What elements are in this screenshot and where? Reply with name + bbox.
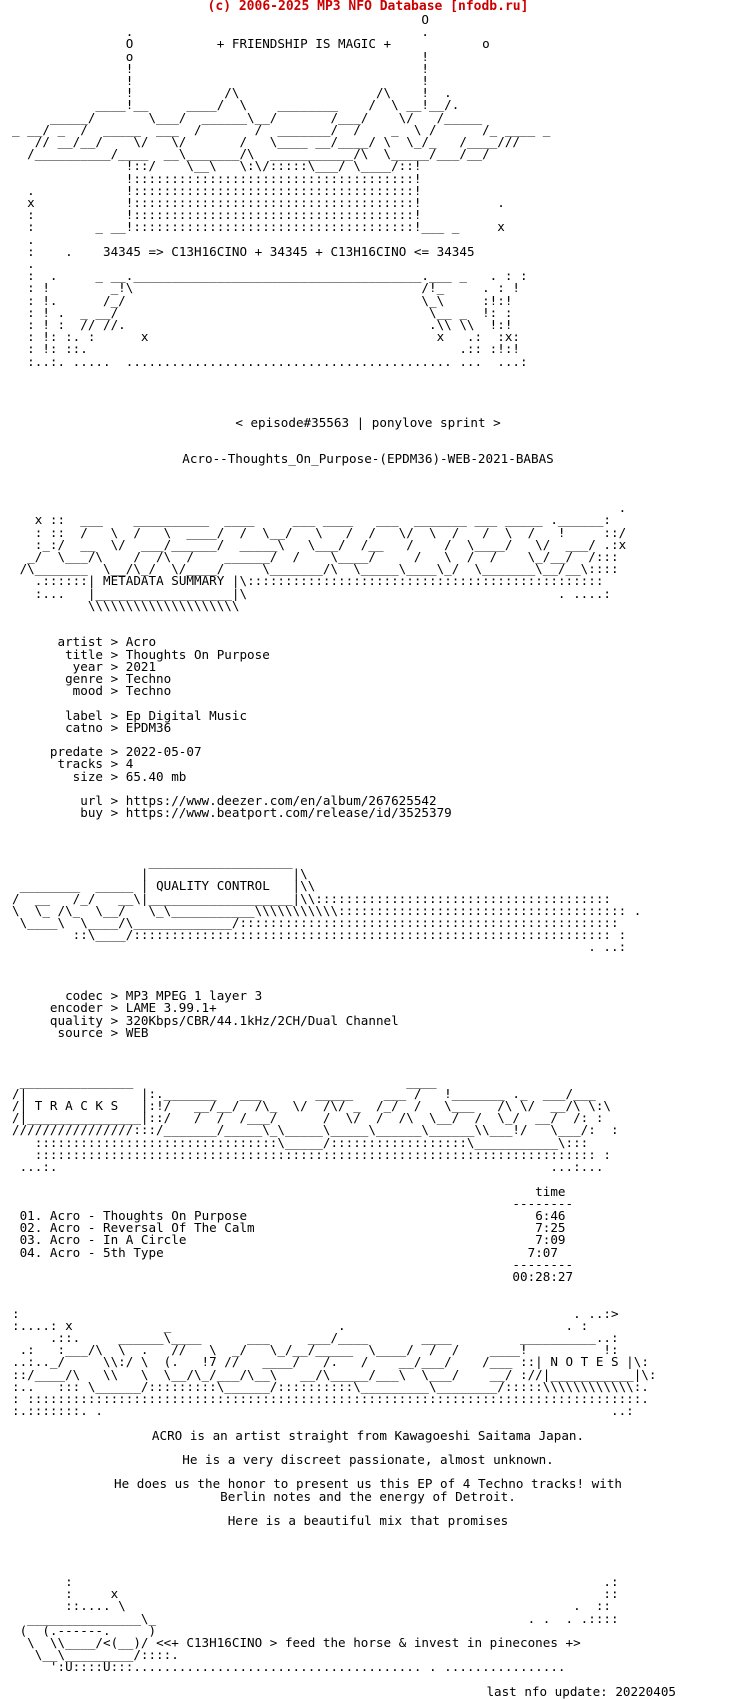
- footer-slogan: <<+ C13H16CINO > feed the horse & invest in pinecones +>: [156, 1635, 581, 1651]
- track-row: 02. Acro - Reversal Of The Calm 7:25: [19, 1220, 566, 1236]
- quality-rows: codec > MP3 MPEG 1 layer 3 encoder > LAME 3.99.1+ quality > 320Kbps/CBR/44.1kHz/2CH/Dual Channel source > WEB: [12, 988, 399, 1040]
- episode-line: < episode#35563 | ponylove sprint >: [235, 414, 501, 430]
- banner-tagline: + FRIENDSHIP IS MAGIC +: [216, 36, 392, 52]
- nfo-document: [0, 14, 736, 1698]
- track-row: 04. Acro - 5th Type 7:07: [19, 1244, 558, 1260]
- footer-art: : .: : x :: ::.... \ . :: _______________\_ . . . .:::: ( (.------. ) \ \\____/<(__)/ <<+ C13H16CINO > feed the horse & invest in pinecones +> \__\_________/::::. ':U::::U:::...................................... . ................: [19, 1574, 619, 1675]
- banner-formula: 34345 => C13H16CINO + 34345 + C13H16CINO <= 34345: [103, 243, 475, 259]
- quality-heading: QUALITY CONTROL: [156, 878, 270, 894]
- tracks-heading: T R A C K S: [34, 1098, 119, 1114]
- banner-art: O . . O + FRIENDSHIP IS MAGIC + o o ! ! ! ! ! ! /\ /\ ! . ____!__ ____/ \ ________ / \ __!__/. _____/ \___/ ______\__/ /___/ \/ /_____ _ __/ _ / _____ ___ / / _______/ / _ \ / /_ ____ _ // __/__/ \/ \/ / \____ __/____/ \ \_/_ /____/// /__________/____ __\_______/\ ___________/\ \_____/___/__/ !::/ \__\ \:\/:::::\___/ \____/::! !:::::::::::::::::::::::::::::::::::::! . !:::::::::::::::::::::::::::::::::::::! x !:::::::::::::::::::::::::::::::::::::! . : !:::::::::::::::::::::::::::::::::::::! : _ __!:::::::::::::::::::::::::::::::::::::!___ _ x . : . 34345 => C13H16CINO + 34345 + C13H16CINO <= 34345 . : . _ __.______________________________________.___ _ . : : : ! _!\ /!_ . : ! : !. /_/ \_\ :!:! : ! . _ __/ \__ _ !: : : ! : // //. .\\ \\ !:! : !: :. : x x .: :x: : !: ::. .:: :!:! :..:. ..... ........................................... ... ...:: [12, 12, 551, 369]
- track-row: 03. Acro - In A Circle 7:09: [19, 1232, 566, 1248]
- copyright-header: (c) 2006-2025 MP3 NFO Database [nfodb.ru]: [207, 0, 529, 14]
- tracks-section-art: _______________ ____ /| |:._______ ___ _____ ___ / !_______ ._ ___/___ /| T R A C K S |:!/ __/__/ /\_ \/ /\/ _ /_/ / \___ /\ \/ __/\ \:\ /|_______________|::/ / / /___/ / \/ / /\ \__/ / \_/ __/ /: : ////////////////:::/_______/_____\_\_____\_____\______\______\\___!/ \___/: : ::::::::::::::::::::::::::::::::\_____/::::::::::::::::::\___________\::: :::::::::::::::::::::::::::::::::::::::::::::::::::::::::::::::::::::::::: : ...:. ...:...: [12, 1073, 619, 1175]
- total-time: 00:28:27: [512, 1268, 574, 1284]
- metadata-heading: METADATA SUMMARY: [103, 573, 225, 589]
- notes-section-art: : . ..:> :....: x _ . . : .::. ______\____ ___ ___/____ ____ __________..: .: :___/\ \ . // \ _/ \_/__/_____ \____/ / / ____! !: ..:.._/ \\:/ \ (. !7 // ____/ /. / __/___/ /___ ::| N O T E S |\: ::/____/\ \\ \ \__/\_/___/\__\ __/\_____/___\ \___/ __/ ://|___________|\: :.. ::: \______/:::::::::\______/::::::::::\_________\________/:::::\\\\\\\\\\\\:. : :::::::::::::::::::::::::::::::::::::::::::::::::::::::::::::::::::::::::::::::::. :.:::::::. . ..:: [12, 1305, 657, 1419]
- time-header: time: [535, 1183, 566, 1199]
- tracks-table: time -------- 01. Acro - Thoughts On Purpose 6:46 02. Acro - Reversal Of The Calm 7:25 03. Acro - In A Circle 7:09 04. Acro - 5th Type 7:07 -------- 00:28:27: [12, 1186, 736, 1284]
- notes-heading: N O T E S: [550, 1354, 619, 1370]
- notes-text: ACRO is an artist straight from Kawagoeshi Saitama Japan. He is a very discreet passionate, almost unknown. He does us the honor to present us this EP of 4 Techno tracks! with Berlin notes and the energy of Detroit. Here is a beautiful mix that promises: [114, 1427, 622, 1528]
- quality-section-art: ___________________ | |\ ________ _____ | QUALITY CONTROL |\\ / __ /_/ __\|___________________|\\::::::::::::::::::::::::::::::::::::::: \ \_ /\_ \__/ \_\___________\\\\\\\\\\\:::::::::::::::::::::::::::::::::::::: . \____\ \____/\_____________/:::::::::::::::::::::::::::::::::::::::::::::::::: ::\____/::::::::::::::::::::::::::::::::::::::::::::::::::::::::::::::: : . ..:: [12, 854, 642, 955]
- last-update: last nfo update: 20220405: [486, 1683, 676, 1699]
- track-row: 01. Acro - Thoughts On Purpose 6:46: [19, 1207, 566, 1223]
- metadata-section-art: . x :: ___ __________ ____ ___ ____ ___ _______ ___ _____ .______: : :: / \ / \ ____/ / \__/ \ / / \/ \ / / \ / ! ::/ :_:/ __ \/ ___/______/ _____\ \___/ /__ / / \____/ \/ ___/ .:x _/ \___/\ / /\ / ______/ / \____/ / \ / / \_/__/ /::: /\_______ \__/\_/ \/____/ \_______/\ \_____\____\_/ \_______\__/__\:::: .::::::| METADATA SUMMARY |\::::::::::::::::::::::::::::::::::::::::::::::: :... |__________________|\ . ....: \\\\\\\\\\\\\\\\\\\\: [19, 500, 627, 613]
- metadata-rows: artist > Acro title > Thoughts On Purpose year > 2021 genre > Techno mood > Techno label > Ep Digital Music catno > EPDM36 predate > 2022-05-07 tracks > 4 size > 65.40 mb url > https://www.deezer.com/en/album/267625542 buy > https://www.beatport.com/release/id/3525379: [12, 634, 452, 821]
- release-name: Acro--Thoughts_On_Purpose-(EPDM36)-WEB-2021-BABAS: [182, 451, 554, 467]
